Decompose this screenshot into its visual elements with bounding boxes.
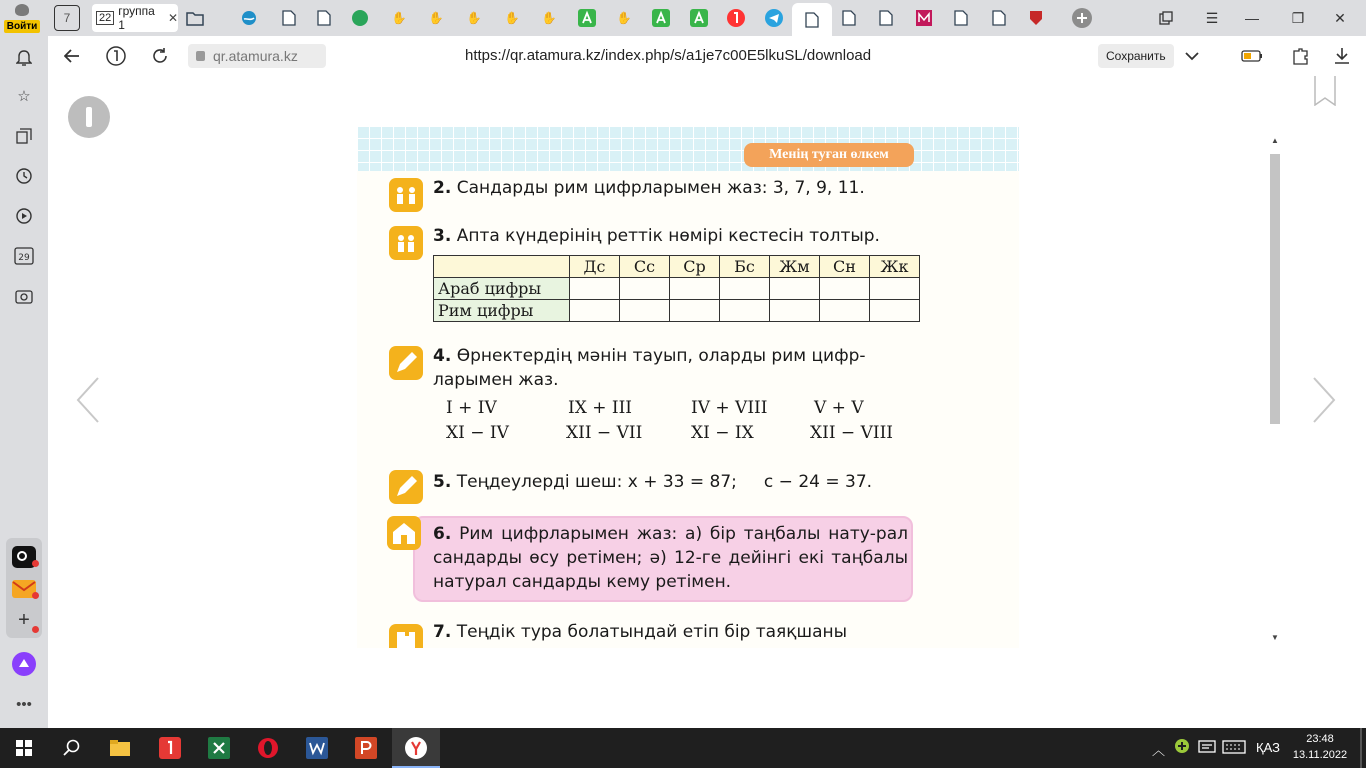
pair-work-icon bbox=[389, 226, 423, 260]
pencil-task-icon bbox=[389, 470, 423, 504]
show-desktop-button[interactable] bbox=[1360, 728, 1362, 768]
extensions-icon[interactable] bbox=[1288, 44, 1312, 68]
table-header-cell: Сн bbox=[820, 256, 870, 278]
tab-favicon-globe[interactable] bbox=[236, 5, 262, 31]
textbook-page bbox=[357, 126, 1019, 648]
tab-favicon-hand[interactable]: ✋ bbox=[428, 11, 444, 25]
windows-start-icon[interactable] bbox=[10, 734, 38, 762]
table-cell bbox=[720, 278, 770, 300]
clock-date: 13.11.2022 bbox=[1292, 749, 1348, 761]
table-cell bbox=[620, 278, 670, 300]
tab-group-label: группа 1 bbox=[118, 4, 155, 32]
add-app-icon[interactable]: + bbox=[18, 609, 30, 631]
restore-icon[interactable]: ❐ bbox=[1291, 9, 1305, 26]
search-icon[interactable] bbox=[58, 734, 86, 762]
chevron-down-icon[interactable] bbox=[1180, 44, 1204, 68]
minimize-icon[interactable]: — bbox=[1245, 10, 1259, 26]
system-clock[interactable] bbox=[1290, 731, 1350, 763]
table-cell bbox=[570, 278, 620, 300]
table-header-row bbox=[434, 256, 920, 278]
calendar-day-label: 29 bbox=[18, 253, 30, 263]
excel-icon[interactable] bbox=[205, 734, 233, 762]
puzzle-icon bbox=[389, 624, 423, 648]
camera-icon[interactable] bbox=[12, 284, 36, 308]
task-3-number: 3. bbox=[433, 226, 452, 246]
bell-icon[interactable] bbox=[12, 46, 36, 70]
file-explorer-icon[interactable] bbox=[106, 734, 134, 762]
tabs-count-button[interactable] bbox=[54, 5, 80, 31]
table-cell bbox=[770, 300, 820, 322]
table-cell bbox=[670, 300, 720, 322]
section-badge: Менің туған өлкем bbox=[744, 143, 914, 167]
profile-button[interactable] bbox=[0, 0, 44, 36]
mail-icon[interactable] bbox=[12, 580, 36, 598]
collections-icon[interactable] bbox=[1146, 0, 1186, 36]
clock-time: 23:48 bbox=[1306, 733, 1334, 745]
table-header-cell: Жк bbox=[870, 256, 920, 278]
task-3 bbox=[433, 224, 880, 248]
sidebar-apps-panel bbox=[6, 538, 42, 638]
play-icon[interactable] bbox=[12, 204, 36, 228]
table-row bbox=[434, 300, 920, 322]
tab-favicon-hand[interactable]: ✋ bbox=[391, 11, 407, 25]
star-icon[interactable]: ☆ bbox=[17, 88, 31, 105]
yandex-app-icon[interactable] bbox=[402, 734, 430, 762]
pause-icon bbox=[86, 107, 92, 127]
reload-icon[interactable] bbox=[148, 44, 172, 68]
table-row bbox=[434, 278, 920, 300]
task-7-text: Теңдік тура болатындай етіп бір таяқшаны bbox=[456, 622, 848, 642]
table-cell bbox=[770, 278, 820, 300]
yandex-icon[interactable] bbox=[104, 44, 128, 68]
table-row-header: Араб цифры bbox=[434, 278, 570, 300]
tabs-count: 7 bbox=[63, 11, 71, 25]
task-6-text: Рим цифрларымен жаз: а) бір таңбалы нату-рал сандарды өсу ретімен; ә) 12-ге дейінгі екі таңбалы натурал сандарды кему ретімен. bbox=[433, 524, 908, 592]
browser-sidebar bbox=[0, 36, 48, 728]
task-4 bbox=[433, 344, 866, 392]
tab-favicon-telegram[interactable] bbox=[761, 5, 787, 31]
url-field[interactable]: https://qr.atamura.kz/index.php/s/a1je7c00E5lkuSL/download bbox=[465, 47, 872, 64]
table-header-cell: Дс bbox=[570, 256, 620, 278]
tab-favicon-document[interactable] bbox=[276, 5, 302, 31]
tab-favicon-document[interactable] bbox=[836, 5, 862, 31]
tab-strip bbox=[0, 0, 1366, 36]
table-cell bbox=[870, 278, 920, 300]
task-7-number: 7. bbox=[433, 622, 452, 642]
more-icon[interactable]: ••• bbox=[16, 695, 32, 713]
battery-icon[interactable] bbox=[1240, 44, 1264, 68]
tab-favicon-shield[interactable] bbox=[1023, 5, 1049, 31]
tab-favicon-chat-badge[interactable] bbox=[347, 5, 373, 31]
history-icon[interactable] bbox=[12, 164, 36, 188]
close-icon[interactable]: ✕ bbox=[167, 11, 178, 25]
task-2-number: 2. bbox=[433, 178, 452, 198]
word-icon[interactable] bbox=[303, 734, 331, 762]
expression: IX + III bbox=[568, 398, 633, 418]
site-info-chip[interactable] bbox=[188, 44, 326, 68]
new-tab-icon[interactable] bbox=[1069, 5, 1095, 31]
task-3-text: Апта күндерінің реттік нөмірі кестесін толтыр. bbox=[456, 226, 880, 246]
calendar-icon[interactable] bbox=[12, 244, 36, 268]
tab-favicon-yandex[interactable] bbox=[723, 5, 749, 31]
tab-group[interactable] bbox=[92, 4, 178, 32]
menu-icon[interactable]: ☰ bbox=[1205, 9, 1219, 26]
pair-work-icon bbox=[389, 178, 423, 212]
tab-favicon-document[interactable] bbox=[873, 5, 899, 31]
task-5 bbox=[433, 470, 872, 494]
table-header-cell: Бс bbox=[720, 256, 770, 278]
scroll-thumb[interactable] bbox=[1270, 154, 1280, 424]
table-cell bbox=[570, 300, 620, 322]
previous-page-arrow-icon[interactable] bbox=[76, 376, 100, 424]
task-5-text: Теңдеулерді шеш: x + 33 = 87; c − 24 = 37. bbox=[456, 472, 873, 492]
task-6 bbox=[433, 522, 908, 594]
pencil-task-icon bbox=[389, 346, 423, 380]
expression: V + V bbox=[814, 398, 864, 418]
notification-icon[interactable] bbox=[1198, 740, 1216, 757]
next-page-arrow-icon[interactable] bbox=[1312, 376, 1336, 424]
weekday-table bbox=[433, 255, 920, 322]
table-cell bbox=[870, 300, 920, 322]
task-2 bbox=[433, 176, 865, 200]
table-cell bbox=[820, 300, 870, 322]
task-5-number: 5. bbox=[433, 472, 452, 492]
back-icon[interactable] bbox=[60, 44, 84, 68]
pause-button[interactable] bbox=[68, 96, 110, 138]
powerpoint-icon[interactable] bbox=[352, 734, 380, 762]
expression: IV + VIII bbox=[691, 398, 768, 418]
tab-favicon-document[interactable] bbox=[311, 5, 337, 31]
scroll-up-icon[interactable]: ▲ bbox=[1271, 136, 1279, 145]
lock-icon bbox=[196, 51, 205, 61]
task-7 bbox=[433, 620, 847, 644]
tab-favicon-a-green[interactable] bbox=[574, 5, 600, 31]
table-header-cell: Ср bbox=[670, 256, 720, 278]
task-4-number: 4. bbox=[433, 346, 452, 366]
tab-favicon-magazine[interactable] bbox=[911, 5, 937, 31]
tab-favicon-document[interactable] bbox=[948, 5, 974, 31]
save-button[interactable]: Сохранить bbox=[1098, 44, 1174, 68]
user-icon bbox=[15, 4, 29, 16]
page-header-grid bbox=[357, 126, 1019, 171]
tab-favicon-hand[interactable]: ✋ bbox=[541, 11, 557, 25]
tab-favicon-a-green[interactable] bbox=[648, 5, 674, 31]
tab-favicon-hand[interactable]: ✋ bbox=[616, 11, 632, 25]
alice-assistant-icon[interactable] bbox=[12, 652, 36, 676]
table-cell bbox=[620, 300, 670, 322]
scroll-down-icon[interactable]: ▼ bbox=[1271, 633, 1279, 642]
house-icon bbox=[387, 516, 421, 550]
collections-icon[interactable] bbox=[12, 124, 36, 148]
task-2-text: Сандарды рим цифрларымен жаз: 3, 7, 9, 11. bbox=[456, 178, 865, 198]
language-indicator[interactable]: ҚАЗ bbox=[1256, 740, 1280, 755]
opera-icon[interactable] bbox=[254, 734, 282, 762]
login-label: Войти bbox=[4, 20, 41, 33]
expression: I + IV bbox=[446, 398, 497, 418]
keyboard-icon[interactable] bbox=[1222, 740, 1246, 757]
expression: XI − IX bbox=[691, 423, 754, 443]
task-6-number: 6. bbox=[433, 524, 452, 544]
address-bar bbox=[48, 36, 1366, 76]
task-4-line-1: Өрнектердің мәнін тауып, оларды рим цифр- bbox=[456, 346, 866, 366]
table-header-cell: Жм bbox=[770, 256, 820, 278]
table-corner-cell bbox=[434, 256, 570, 278]
chevron-up-icon[interactable]: ︿ bbox=[1152, 743, 1166, 758]
tab-favicon-hand[interactable]: ✋ bbox=[504, 11, 520, 25]
app-camera-icon[interactable] bbox=[12, 546, 36, 568]
expression: XII − VII bbox=[566, 423, 643, 443]
tab-active-document[interactable] bbox=[792, 3, 832, 36]
table-header-cell: Сс bbox=[620, 256, 670, 278]
tab-favicon-hand[interactable]: ✋ bbox=[466, 11, 482, 25]
page-scrollbar[interactable] bbox=[1270, 136, 1280, 646]
table-row-header: Рим цифры bbox=[434, 300, 570, 322]
close-window-icon[interactable]: ✕ bbox=[1334, 9, 1346, 26]
windows-taskbar bbox=[0, 728, 1366, 768]
table-cell bbox=[670, 278, 720, 300]
tab-group-count: 22 bbox=[96, 11, 114, 25]
document-viewer bbox=[48, 76, 1366, 728]
update-badge-icon[interactable] bbox=[1175, 739, 1189, 756]
yandex-browser-icon[interactable] bbox=[156, 734, 184, 762]
expression: XII − VIII bbox=[810, 423, 894, 443]
tab-favicon-document[interactable] bbox=[986, 5, 1012, 31]
folder-icon[interactable] bbox=[182, 5, 208, 31]
task-4-line-2: ларымен жаз. bbox=[433, 370, 559, 390]
expression: XI − IV bbox=[446, 423, 509, 443]
table-cell bbox=[720, 300, 770, 322]
table-cell bbox=[820, 278, 870, 300]
tab-favicon-a-green[interactable] bbox=[686, 5, 712, 31]
host-label: qr.atamura.kz bbox=[213, 48, 298, 64]
download-icon[interactable] bbox=[1330, 44, 1354, 68]
bookmark-icon[interactable] bbox=[1314, 76, 1336, 106]
